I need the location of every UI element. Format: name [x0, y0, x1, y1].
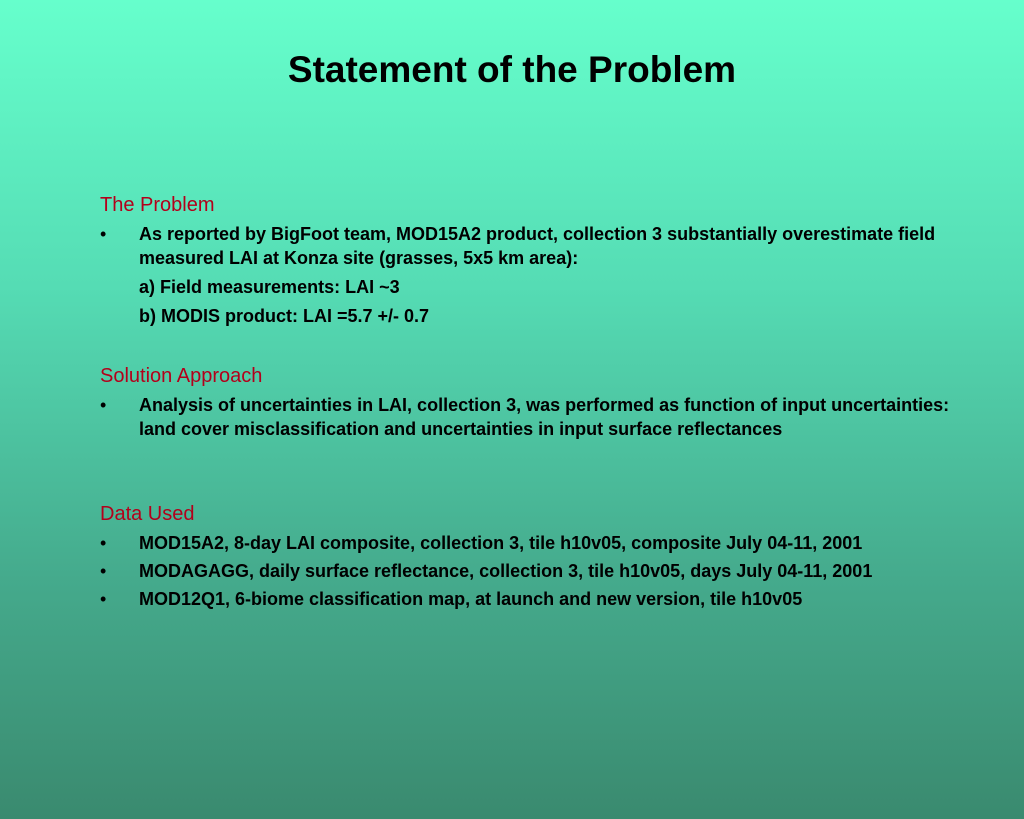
bullet-icon: • [100, 395, 107, 415]
slide-title: Statement of the Problem [287, 49, 737, 90]
bullet-item [100, 559, 960, 583]
bullet-icon: • [100, 589, 107, 609]
bullet-item [100, 222, 960, 270]
section-heading: Data Used [100, 503, 195, 525]
section-the-problem [100, 192, 960, 328]
bullet-item [100, 531, 960, 555]
section-data-used [100, 501, 960, 615]
bullet-icon: • [100, 533, 107, 553]
bullet-text: Analysis of uncertainties in LAI, collection 3, was performed as function of input uncertainties: land cover misclassification and uncertainties in input surface reflectances [139, 395, 950, 439]
section-solution-approach [100, 363, 960, 445]
sub-item-field-measurements: a) Field measurements: LAI ~3 [139, 277, 400, 297]
section-heading: The Problem [100, 194, 215, 216]
bullet-icon: • [100, 561, 107, 581]
sub-item-modis-product: b) MODIS product: LAI =5.7 +/- 0.7 [139, 306, 430, 326]
bullet-text: As reported by BigFoot team, MOD15A2 product, collection 3 substantially overestimate field measured LAI at Konza site (grasses, 5x5 km area): [139, 224, 936, 268]
section-heading: Solution Approach [100, 365, 263, 387]
bullet-icon: • [100, 224, 107, 244]
bullet-text: MODAGAGG, daily surface reflectance, collection 3, tile h10v05, days July 04-11, 2001 [139, 561, 873, 581]
bullet-item [100, 587, 960, 611]
bullet-text: MOD15A2, 8-day LAI composite, collection 3, tile h10v05, composite July 04-11, 2001 [139, 533, 863, 553]
bullet-text: MOD12Q1, 6-biome classification map, at launch and new version, tile h10v05 [139, 589, 803, 609]
bullet-item [100, 393, 960, 441]
